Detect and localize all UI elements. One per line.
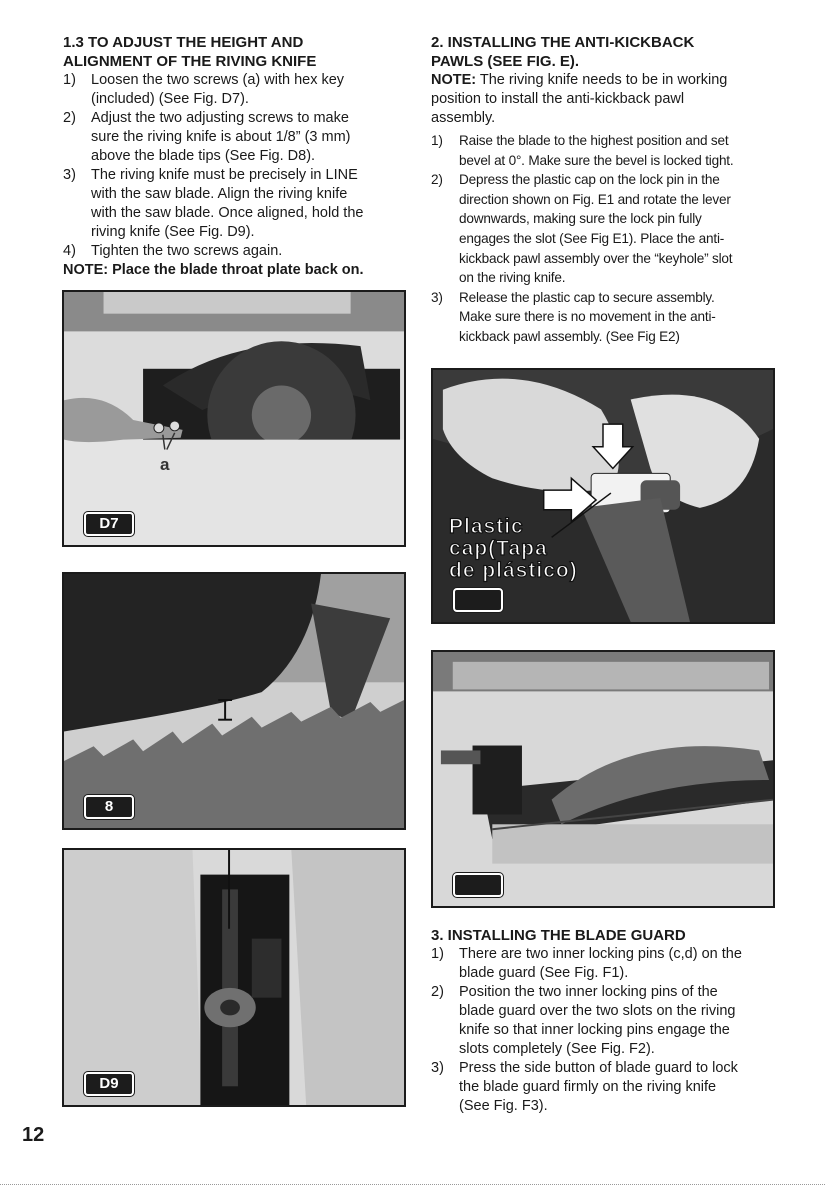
e2-illustration — [433, 652, 773, 906]
figure-d7-photo — [62, 290, 406, 547]
section-3 — [431, 926, 776, 1116]
figure-d9-photo — [62, 848, 406, 1107]
section-2-note: NOTE: The riving knife needs to be in working position to install the anti-kickback pawl assembly. — [431, 72, 728, 126]
list-item: 1) Raise the blade to the highest position and set bevel at 0°. Make sure the bevel is locked tight. — [431, 133, 734, 168]
figure-e2-photo — [431, 650, 775, 908]
figure-label-d7: D7 — [84, 512, 134, 536]
figure-d8-photo — [62, 572, 406, 830]
list-item: 3) The riving knife must be precisely in LINE with the saw blade. Align the riving knife with the saw blade. Once aligned, hold the riving knife (See Fig. D9). — [63, 167, 364, 240]
list-item: 4) Tighten the two screws again. — [63, 243, 283, 259]
e1-illustration — [433, 370, 773, 622]
section-3-heading: 3. INSTALLING THE BLADE GUARD — [431, 927, 686, 944]
section-3-steps — [431, 945, 776, 1116]
figure-label-d8: 8 — [84, 795, 134, 819]
d8-illustration — [64, 574, 404, 828]
list-item: 1) There are two inner locking pins (c,d) on the blade guard (See Fig. F1). — [431, 946, 742, 981]
left-steps — [63, 71, 403, 261]
list-item: 2) Adjust the two adjusting screws to make sure the riving knife is about 1/8” (3 mm) above the blade tips (See Fig. D8). — [63, 110, 351, 164]
d9-illustration — [64, 850, 404, 1105]
d7-illustration — [64, 292, 404, 545]
list-item: 3) Release the plastic cap to secure assembly. Make sure there is no movement in the anti- kickback pawl assembly. (See Fig E2) — [431, 289, 716, 344]
list-item: 1) Loosen the two screws (a) with hex key (included) (See Fig. D7). — [63, 72, 345, 107]
section-2-steps — [431, 131, 771, 347]
e1-callout-plastic-cap: Plastic cap(Tapa de plástico) — [449, 515, 578, 582]
d7-callout-a: a — [160, 455, 170, 474]
right-column — [431, 33, 771, 347]
list-item: 2) Position the two inner locking pins of the blade guard over the two slots on the riving knife so that inner locking pins engage the slots completely (See Fig. F2). — [431, 984, 736, 1057]
figure-label-d9: D9 — [84, 1072, 134, 1096]
figure-e1-photo — [431, 368, 775, 624]
list-item: 3) Press the side button of blade guard to lock the blade guard firmly on the riving knife (See Fig. F3). — [431, 1060, 738, 1114]
list-item: 2) Depress the plastic cap on the lock pin in the direction shown on Fig. E1 and rotate the lever downwards, making sure the lock pin fully engages the slot (See Fig E1). Place the anti- kickback pawl assembly over the “keyhole” slot on the riving knife. — [431, 172, 733, 286]
left-column — [63, 33, 403, 280]
figure-label-e2 — [453, 873, 503, 897]
throat-plate-note: NOTE: Place the blade throat plate back on. — [63, 262, 364, 278]
page-number: 12 — [22, 1124, 45, 1146]
figure-label-e1 — [453, 588, 503, 612]
section-1-3-heading: 1.3 TO ADJUST THE HEIGHT AND ALIGNMENT OF THE RIVING KNIFE — [63, 34, 317, 70]
section-2-heading: 2. INSTALLING THE ANTI-KICKBACK PAWLS (SEE FIG. E). — [431, 34, 695, 70]
page-bottom-divider — [0, 1184, 825, 1185]
